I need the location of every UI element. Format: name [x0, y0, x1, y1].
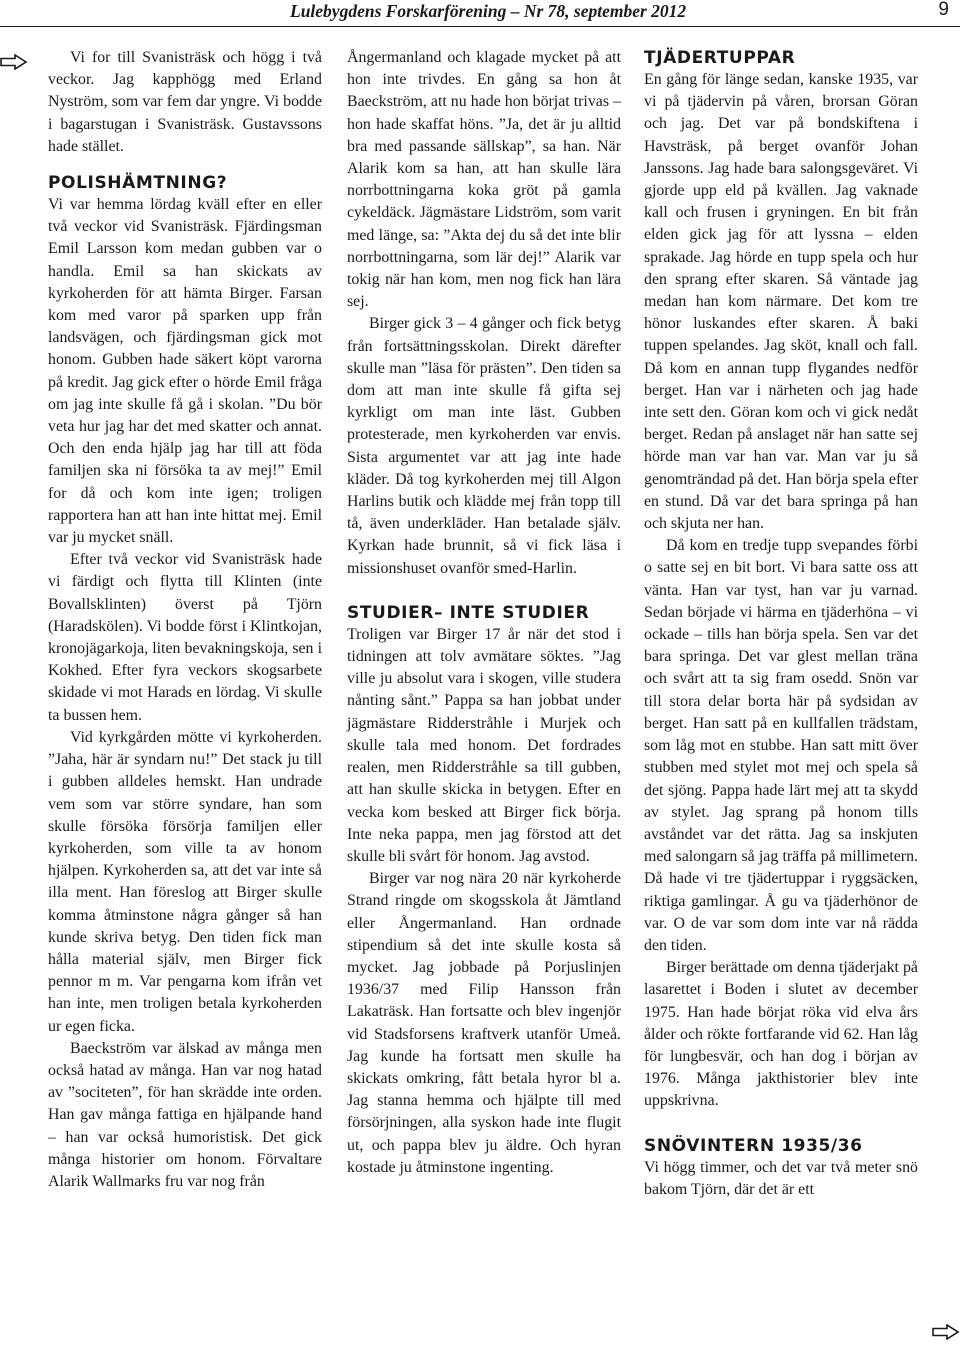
section-heading-polishamtning: POLISHÄMTNING? — [48, 173, 228, 194]
paragraph: Vi for till Svanisträsk och högg i två veckor. Jag kapphögg med Erland Nyström, som var fem dar yngre. Vi bodde i bagarstugan i Svanisträsk. Gustavssons hade stället. — [48, 49, 322, 155]
paragraph: Birger berättade om denna tjäderjakt på lasarettet i Boden i slutet av december 1975. Han hade börjat röka vid elva års ålder och rökte fortfarande vid 62. Han låg för lungbesvär, och han dog i början av 1976. Många jakthistorier blev inte uppskrivna. — [644, 959, 918, 1110]
paragraph: Birger gick 3 – 4 gånger och fick betyg från fortsättningsskolan. Direkt därefter skulle man ”läsa för prästen”. Den tiden sa dom att man inte skulle få gifta sej kyrkligt om man inte läst. Gubben protesterade, men kyrkoherden var envis. Sista argumentet var att jag inte hade kläder. Då tog kyrkoherden mej till Algon Harlins butik och klädde mej från topp till tå, även underkläder. Han betalade själv. Kyrkan hade brunnit, så vi fick läsa i missionshuset ovanför smed-Harlin. — [347, 315, 621, 577]
paragraph: Då kom en tredje tupp svepandes förbi o satte sej en bit bort. Vi bara satte oss att vänta. Han var tyst, han var ju varnad. Sedan började vi härma en tjäderhöna – vi ockade – tills han börja spela. Sen var det bara springa. Det var glest mellan träna och svårt att ta sig fram osedd. Snön var till stora delar borta här på sydsidan av berget. Han satt på en kullfallen trädstam, som låg mot en stubbe. Han satt mitt över stubben med stylet mot mej och spela så det sjöng. Pappa hade lärt mej att ta skydd av stylet. Jag sprang på honom tills avståndet var det rätta. Jag sa inskjuten med salongarn så jag träffa på millimetern. Då hade vi tre tjädertuppar i ryggsäcken, riktiga gamlingar. Å gu va tjäderhönor de var. O de var som dom inte var nå rädda den tiden. — [644, 537, 918, 954]
page-number: 9 — [938, 0, 949, 20]
column-left — [48, 47, 322, 1193]
column-right — [644, 47, 918, 1201]
section-heading-studier: STUDIER– INTE STUDIER — [347, 602, 590, 623]
paragraph: Birger var nog nära 20 när kyrkoherde Strand ringde om skogsskola åt Jämtland eller Ångermanland. Han ordnade stipendium så det inte skulle kosta så mycket. Jag jobbade på Porjuslinjen 1936/37 med Filip Hansson från Lakaträsk. Han fortsatte och blev ingenjör vid Stadsforsens kraftverk utanför Umeå. Jag kunde ha fortsatt men skulle ha skickats omkring, fått betala hyror bl a. Jag stanna hemma och hjälpte till med försörjningen, alla syskon hade inte flugit ut, och pappa blev ju äldre. Och hyran kostade ju åtminstone ingenting. — [347, 870, 621, 1176]
paragraph: Troligen var Birger 17 år när det stod i tidningen att tolv avmätare söktes. ”Jag ville ju absolut vara i skogen, ville studera nånting sånt.” Pappa sa han jobbat under jägmästare Ridderstråhle i Murjek och skulle tala med honom. Det fordrades realen, men Ridderstråhle sa till gubben, att han skulle skicka in betygen. Efter en vecka kom besked att Birger fick börja. Inte neka pappa, men jag förstod att det skulle bli svårt för honom. Jag avstod. — [347, 625, 621, 865]
arrow-right-icon — [932, 1324, 960, 1340]
section-heading-snovintern: SNÖVINTERN 1935/36 — [644, 1135, 863, 1156]
column-middle — [347, 47, 621, 1179]
paragraph: Ångermanland och klagade mycket på att hon inte trivdes. En gång sa hon åt Baeckström, att nu hade hon börjat trivas – hon hade skaffat höns. ”Ja, det är ju alltid bra med passande sällskap”, sa han. När Alarik kom sa han, att han skulle lära norrbottningarna koka gröt på gamla cykeldäck. Jägmästare Lidström, som varit med länge, sa: ”Akta dej du så det inte blir norrbottningarna, som lär dej!” Alarik var tokig när han kom, men nog fick han lära sej. — [347, 49, 621, 311]
paragraph: Baeckström var älskad av många men också hatad av många. Han var nog hatad av ”sociteten”, för han skrädde inte orden. Han gav många fattiga en hjälpande hand – han var också humoristisk. Det gick många historier om honom. Förvaltare Alarik Wallmarks fru var nog från — [48, 1039, 322, 1190]
paragraph: Vi högg timmer, och det var två meter snö bakom Tjörn, där det är ett — [644, 1158, 918, 1198]
paragraph: Efter två veckor vid Svanisträsk hade vi färdigt och flytta till Klinten (inte Bovallsklinten) överst på Tjörn (Haradskölen). Vi bodde först i Klintkojan, kronojägarkoja, liten bevakningskoja, sen i Kokhed. Efter fyra veckors skogsarbete skidade vi mot Harads en lördag. Vi skulle ta bussen hem. — [48, 551, 322, 724]
section-heading-tjadertuppar: TJÄDERTUPPAR — [644, 48, 796, 68]
paragraph: En gång för länge sedan, kanske 1935, var vi på tjädervin på våren, brorsan Göran och jag. Det var på bondskiftena i Havsträsk, på berget ovanför Johan Janssons. Jag hade bara salongsgeväret. Vi gjorde upp eld på kvällen. Jag vaknade kall och frusen i gryningen. En bit från elden gick jag för att lyssna – elden sprakade. Jag hörde en tupp spela och hur den sprang efter skaren. Så väntade jag medan han kom närmare. Det kom tre hönor luskandes efter skaren. Å baki tuppen spelandes. Jag sköt, knall och fall. Då kom en annan tupp flygandes nedför berget. Han var i närheten och jag hade inte sett den. Göran kom och vi gick nedåt berget. Redan på anslaget när han satte sej hörde man var han var. Man var ju så genomträndad på det. Han börja spela efter en stund. Då var det bara springa på han och skjuta ner han. — [644, 71, 918, 533]
paragraph: Vi var hemma lördag kväll efter en eller två veckor vid Svanisträsk. Fjärdingsman Emil Larsson kom medan gubben var o handla. Emil sa han skickats av kyrkoherden för att hämta Birger. Farsan kom med varor på sparken upp från landsvägen, och fjärdingsman gick mot honom. Gubben hade säkert köpt varorna på kredit. Jag gick efter o hörde Emil fråga om jag inte skulle få gå i skolan. ”Du bör veta hur jag har det med skatter och annat. Och den enda hjälp jag har till att föda familjen ska ni försöka ta av mej!” Emil for då och kom inte igen; troligen rapportera han att han inte hittat mej. Emil var ju mycket snäll. — [48, 196, 322, 547]
paragraph: Vid kyrkgården mötte vi kyrkoherden. ”Jaha, här är syndarn nu!” Det stack ju till i gubben alldeles hemskt. Han undrade vem som var större syndare, han som skulle försöka försörja familjen eller kyrkoherden, som ville ta av honom hjälpen. Kyrkoherden sa, att det var inte så illa ment. Han föreslog att Birger skulle komma åtminstone några gånger så han kunde skriva betyg. Den tiden fick man hålla material själv, men Birger fick pennor m m. Var pengarna kom ifrån vet han inte, men troligen betala kyrkoherden ur egen ficka. — [48, 728, 322, 1035]
arrow-right-icon — [0, 54, 28, 70]
page-header — [0, 0, 960, 27]
journal-title: Lulebygdens Forskarförening – Nr 78, september 2012 — [290, 1, 687, 21]
